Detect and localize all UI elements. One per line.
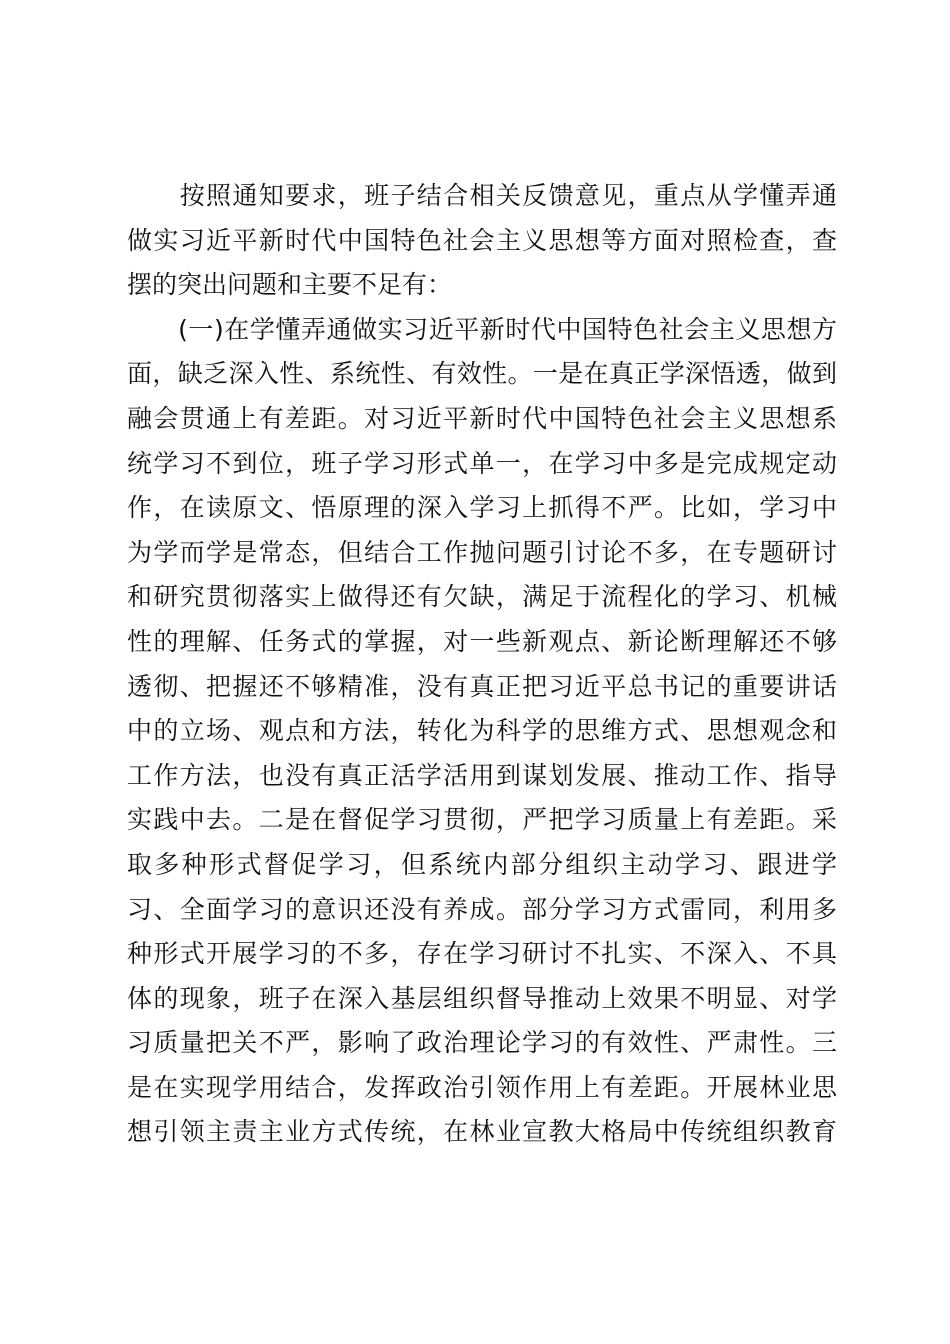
text-line: 按照通知要求，班子结合相关反馈意见，重点从学懂弄通	[127, 181, 837, 210]
document-body	[127, 174, 837, 1200]
paragraph-section-one	[127, 308, 837, 1200]
text-line: 做实习近平新时代中国特色社会主义思想等方面对照检查，查	[127, 225, 837, 255]
text-line: 和研究贯彻落实上做得还有欠缺，满足于流程化的学习、机械	[127, 582, 837, 612]
text-line: 性的理解、任务式的掌握，对一些新观点、新论断理解还不够	[127, 626, 837, 656]
text-line: 中的立场、观点和方法，转化为科学的思维方式、思想观念和	[127, 716, 837, 746]
paragraph-intro	[127, 174, 837, 308]
text-line: 实践中去。二是在督促学习贯彻，严把学习质量上有差距。采	[127, 805, 837, 835]
text-line: 统学习不到位，班子学习形式单一，在学习中多是完成规定动	[127, 448, 837, 478]
text-line	[127, 1155, 837, 1200]
text-line: 想引领主责主业方式传统，在林业宣教大格局中传统组织教育	[127, 1117, 837, 1147]
text-line: 融会贯通上有差距。对习近平新时代中国特色社会主义思想系	[127, 403, 837, 433]
text-line: (一)在学懂弄通做实习近平新时代中国特色社会主义思想方	[127, 314, 837, 344]
text-line: 体的现象，班子在深入基层组织督导推动上效果不明显、对学	[127, 983, 837, 1013]
text-line: 透彻、把握还不够精准，没有真正把习近平总书记的重要讲话	[127, 671, 837, 701]
text-line: 为学而学是常态，但结合工作抛问题引讨论不多，在专题研讨	[127, 537, 837, 567]
text-line: 工作方法，也没有真正活学活用到谋划发展、推动工作、指导	[127, 760, 837, 790]
text-line: 面，缺乏深入性、系统性、有效性。一是在真正学深悟透，做到	[127, 359, 837, 389]
text-line: 取多种形式督促学习，但系统内部分组织主动学习、跟进学	[127, 849, 837, 879]
text-line: 是在实现学用结合，发挥政治引领作用上有差距。开展林业思	[127, 1072, 837, 1102]
text-line: 种形式开展学习的不多，存在学习研讨不扎实、不深入、不具	[127, 939, 837, 969]
text-line: 摆的突出问题和主要不足有：	[127, 270, 453, 300]
text-line: 习、全面学习的意识还没有养成。部分学习方式雷同，利用多	[127, 894, 837, 924]
text-line: 作，在读原文、悟原理的深入学习上抓得不严。比如，学习中	[127, 493, 837, 523]
text-line: 习质量把关不严，影响了政治理论学习的有效性、严肃性。三	[127, 1028, 837, 1058]
